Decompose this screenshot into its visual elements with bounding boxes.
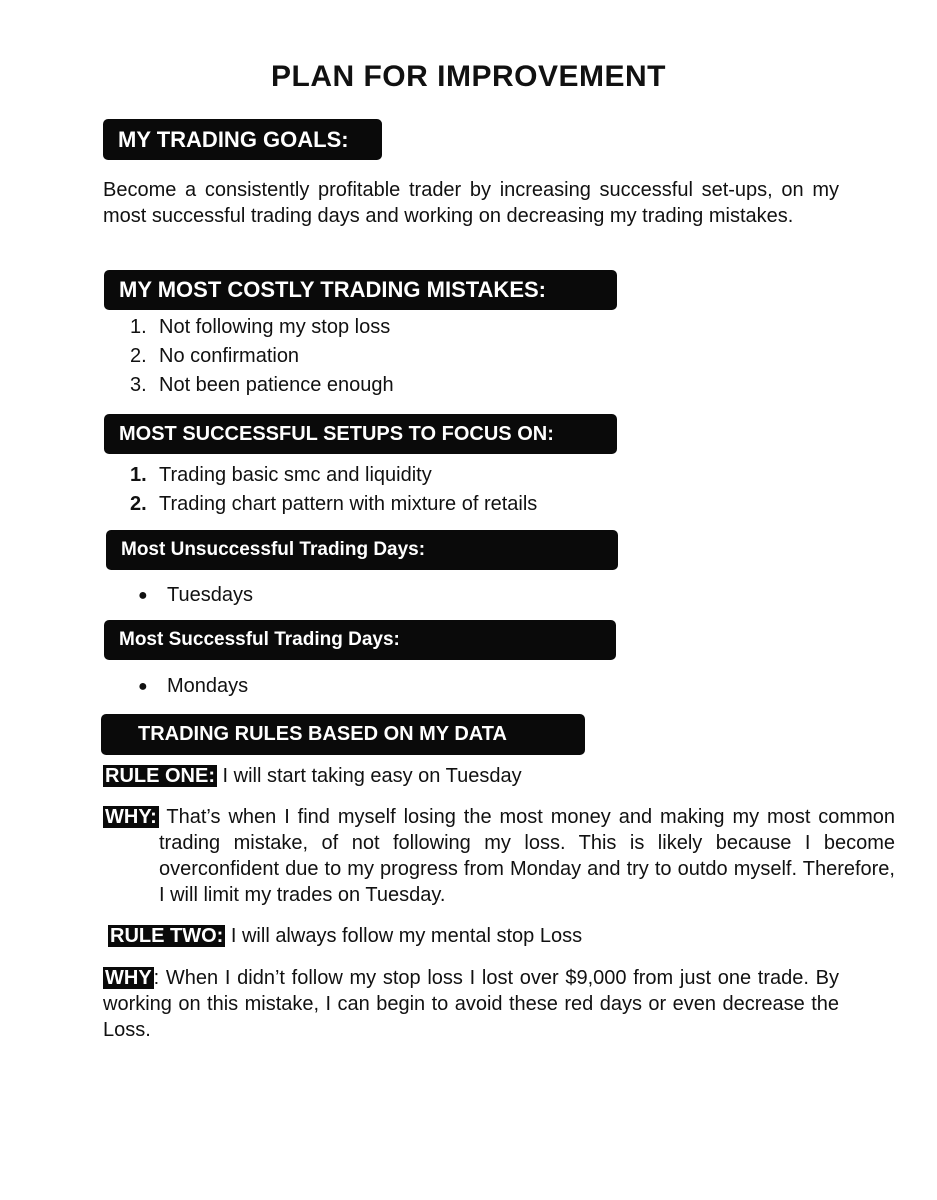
goals-text: Become a consistently profitable trader by increasing successful set-ups, on my most successful trading days and working on decreasing my trading mistakes. <box>103 179 839 227</box>
list-item-text: Trading basic smc and liquidity <box>159 464 432 486</box>
successful-days-list <box>138 675 248 698</box>
rule-one-why-text: That’s when I find myself losing the most money and making my most common trading mistake, of not following my loss. This is likely because I become overconfident due to my progress from Monday and try to outdo myself. Therefore, I will limit my trades on Tuesday. <box>158 806 895 906</box>
list-item-number: 3. <box>130 374 147 396</box>
rule-one-label: RULE ONE: <box>105 765 215 787</box>
rule-two <box>108 923 582 949</box>
list-item-text: Tuesdays <box>167 584 253 606</box>
goals-heading-label: MY TRADING GOALS: <box>118 126 349 152</box>
successful-days-heading-label: Most Successful Trading Days: <box>119 629 400 650</box>
list-item-text: Mondays <box>167 675 249 697</box>
list-item <box>130 461 537 490</box>
list-item <box>130 371 394 400</box>
setups-heading-label: MOST SUCCESSFUL SETUPS TO FOCUS ON: <box>119 422 554 445</box>
goals-heading <box>103 119 382 160</box>
bullet-icon: ● <box>138 586 148 604</box>
rule-two-why-text: : When I didn’t follow my stop loss I lost over $9,000 from just one trade. By working on this mistake, I can begin to avoid these red days or even decrease the Loss. <box>103 967 839 1041</box>
list-item-number: 1. <box>130 464 147 486</box>
list-item-number: 2. <box>130 345 147 367</box>
successful-days-heading <box>104 620 616 660</box>
setups-heading <box>104 414 617 454</box>
list-item <box>130 490 537 519</box>
rule-one <box>103 763 522 789</box>
list-item <box>138 675 248 698</box>
mistakes-heading-label: MY MOST COSTLY TRADING MISTAKES: <box>119 277 546 302</box>
setups-list <box>130 461 537 519</box>
rules-heading <box>101 714 585 755</box>
list-item-text: Not following my stop loss <box>159 316 391 338</box>
mistakes-heading <box>104 270 617 310</box>
unsuccessful-days-heading-label: Most Unsuccessful Trading Days: <box>121 539 426 560</box>
list-item <box>130 313 394 342</box>
rule-two-why-label: WHY <box>105 967 152 989</box>
list-item <box>130 342 394 371</box>
list-item-number: 1. <box>130 316 147 338</box>
rule-two-why <box>103 965 839 1043</box>
mistakes-list <box>130 313 394 400</box>
rule-one-why-label: WHY: <box>105 806 157 828</box>
list-item-text: No confirmation <box>159 345 300 367</box>
rules-heading-label: TRADING RULES BASED ON MY DATA <box>138 723 507 745</box>
bullet-icon: ● <box>138 677 148 695</box>
list-item <box>138 584 253 607</box>
rule-two-label: RULE TWO: <box>110 925 224 947</box>
unsuccessful-days-list <box>138 584 253 607</box>
list-item-number: 2. <box>130 493 147 515</box>
rule-one-why <box>103 804 895 908</box>
list-item-text: Trading chart pattern with mixture of retails <box>159 493 538 515</box>
page-title: PLAN FOR IMPROVEMENT <box>270 60 666 93</box>
list-item-text: Not been patience enough <box>159 374 394 396</box>
rule-two-text: I will always follow my mental stop Loss <box>225 925 583 947</box>
unsuccessful-days-heading <box>106 530 618 570</box>
rule-one-text: I will start taking easy on Tuesday <box>217 765 522 787</box>
